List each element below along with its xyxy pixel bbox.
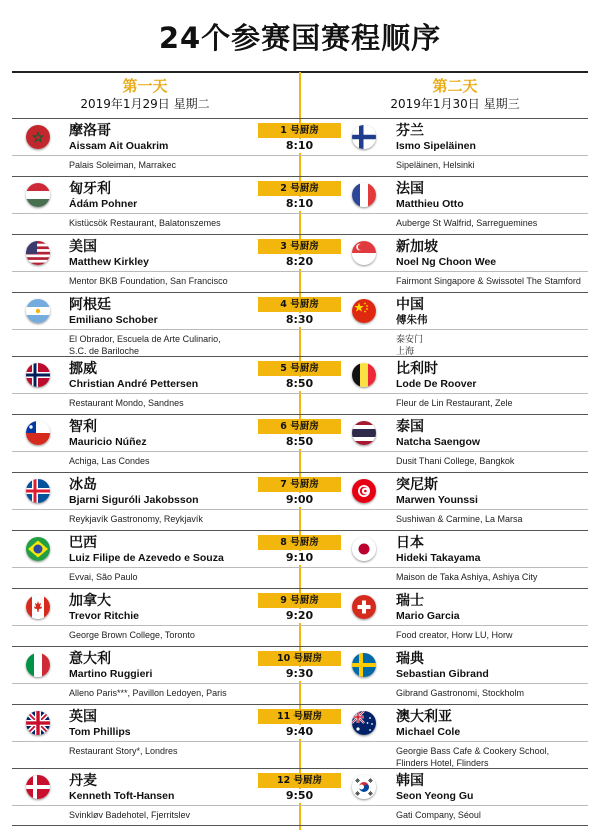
venue-line: El Obrador, Escuela de Arte Culinario, — [69, 334, 221, 344]
left-chef-name: Mauricio Núñez — [69, 436, 147, 448]
kitchen-badge: 12 号厨房 — [258, 773, 341, 788]
table-row — [12, 234, 588, 292]
canada-flag-icon — [26, 595, 50, 619]
kitchen-badge: 4 号厨房 — [258, 297, 341, 312]
belgium-flag-icon — [352, 363, 376, 387]
start-time: 9:40 — [258, 725, 341, 739]
right-country: 瑞士 — [396, 593, 424, 609]
right-chef-name: Michael Cole — [396, 726, 461, 738]
italy-flag-icon — [26, 653, 50, 677]
kitchen-badge: 9 号厨房 — [258, 593, 341, 608]
right-country: 芬兰 — [396, 123, 424, 139]
tunisia-flag-icon — [352, 479, 376, 503]
venue-line: S.C. de Bariloche — [69, 346, 140, 356]
start-time: 9:20 — [258, 609, 341, 623]
korea-flag-icon — [352, 775, 376, 799]
norway-flag-icon — [26, 363, 50, 387]
kitchen-badge: 10 号厨房 — [258, 651, 341, 666]
left-country: 匈牙利 — [69, 181, 111, 197]
table-row — [12, 472, 588, 530]
start-time: 8:10 — [258, 139, 341, 153]
right-chef-name: Sebastian Gibrand — [396, 668, 489, 680]
right-chef-name: Ismo Sipeläinen — [396, 140, 476, 152]
start-time: 8:30 — [258, 313, 341, 327]
day1-label: 第一天 — [122, 77, 168, 95]
kitchen-badge: 6 号厨房 — [258, 419, 341, 434]
switzerland-flag-icon — [352, 595, 376, 619]
start-time: 8:10 — [258, 197, 341, 211]
right-country: 法国 — [396, 181, 424, 197]
table-row — [12, 646, 588, 704]
left-chef-name: Bjarni Siguróli Jakobsson — [69, 494, 199, 506]
right-chef-name: Matthieu Otto — [396, 198, 464, 210]
day2-label: 第二天 — [432, 77, 478, 95]
right-venue: Gibrand Gastronomi, Stockholm — [396, 688, 525, 698]
left-venue: Alleno Paris***, Pavillon Ledoyen, Paris — [69, 688, 227, 698]
left-country: 意大利 — [69, 651, 111, 667]
table-row — [12, 530, 588, 588]
right-chef-name: Seon Yeong Gu — [396, 790, 474, 802]
argentina-flag-icon — [26, 299, 50, 323]
table-row — [12, 292, 588, 356]
hungary-flag-icon — [26, 183, 50, 207]
china-flag-icon — [352, 299, 376, 323]
usa-flag-icon — [26, 241, 50, 265]
right-venue: Fleur de Lin Restaurant, Zele — [396, 398, 513, 408]
kitchen-badge: 1 号厨房 — [258, 123, 341, 138]
venue-line: Flinders Hotel, Flinders — [396, 758, 489, 768]
right-venue: Gati Company, Séoul — [396, 810, 481, 820]
right-venue — [396, 333, 600, 357]
left-country: 丹麦 — [69, 773, 97, 789]
right-venue: Sipeläinen, Helsinki — [396, 160, 475, 170]
venue-line: 泰安门 — [396, 334, 424, 344]
right-venue: Maison de Taka Ashiya, Ashiya City — [396, 572, 538, 582]
left-country: 冰岛 — [69, 477, 97, 493]
table-row — [12, 704, 588, 768]
start-time: 9:00 — [258, 493, 341, 507]
right-country: 韩国 — [396, 773, 424, 789]
day2-date: 2019年1月30日 星期三 — [390, 97, 520, 111]
right-country: 中国 — [396, 297, 424, 313]
right-chef-name: Hideki Takayama — [396, 552, 481, 564]
left-chef-name: Aissam Ait Ouakrim — [69, 140, 169, 152]
uk-flag-icon — [26, 711, 50, 735]
finland-flag-icon — [352, 125, 376, 149]
kitchen-badge: 11 号厨房 — [258, 709, 341, 724]
start-time: 9:30 — [258, 667, 341, 681]
left-venue: Achiga, Las Condes — [69, 456, 150, 466]
left-chef-name: Trevor Ritchie — [69, 610, 140, 622]
left-country: 挪威 — [69, 361, 97, 377]
left-chef-name: Christian André Pettersen — [69, 378, 199, 390]
start-time: 8:20 — [258, 255, 341, 269]
left-venue: George Brown College, Toronto — [69, 630, 195, 640]
page-title: 24个参赛国赛程顺序 — [158, 21, 442, 55]
right-country: 泰国 — [396, 419, 424, 435]
start-time: 8:50 — [258, 435, 341, 449]
left-country: 加拿大 — [69, 593, 111, 609]
left-venue — [69, 333, 294, 357]
start-time: 9:10 — [258, 551, 341, 565]
table-row — [12, 176, 588, 234]
left-country: 摩洛哥 — [69, 123, 111, 139]
left-venue: Restaurant Mondo, Sandnes — [69, 398, 184, 408]
right-chef-name: Noel Ng Choon Wee — [396, 256, 497, 268]
left-venue: Mentor BKB Foundation, San Francisco — [69, 276, 228, 286]
right-country: 瑞典 — [396, 651, 424, 667]
right-venue: Dusit Thani College, Bangkok — [396, 456, 515, 466]
left-country: 巴西 — [69, 535, 97, 551]
left-venue: Restaurant Story*, Londres — [69, 746, 178, 756]
right-venue — [396, 745, 600, 769]
kitchen-badge: 5 号厨房 — [258, 361, 341, 376]
right-venue: Auberge St Walfrid, Sarreguemines — [396, 218, 538, 228]
right-chef-name: Lode De Roover — [396, 378, 477, 390]
left-country: 英国 — [69, 709, 97, 725]
day1-header — [20, 76, 270, 112]
left-chef-name: Luiz Filipe de Azevedo e Souza — [69, 552, 224, 564]
venue-line: Georgie Bass Cafe & Cookery School, — [396, 746, 550, 756]
right-country: 澳大利亚 — [396, 709, 452, 725]
right-chef-name: Marwen Younssi — [396, 494, 478, 506]
right-chef-name: 傅朱伟 — [396, 314, 428, 326]
table-row — [12, 118, 588, 176]
right-venue: Fairmont Singapore & Swissotel The Stamford — [396, 276, 581, 286]
left-venue: Evvai, São Paulo — [69, 572, 138, 582]
singapore-flag-icon — [352, 241, 376, 265]
left-chef-name: Kenneth Toft-Hansen — [69, 790, 175, 802]
schedule-table — [12, 118, 588, 826]
left-country: 智利 — [69, 419, 97, 435]
left-venue: Kistücsök Restaurant, Balatonszemes — [69, 218, 221, 228]
venue-line: 上海 — [396, 346, 415, 356]
table-row — [12, 588, 588, 646]
right-country: 比利时 — [396, 361, 438, 377]
kitchen-badge: 8 号厨房 — [258, 535, 341, 550]
right-chef-name: Mario Garcia — [396, 610, 460, 622]
sweden-flag-icon — [352, 653, 376, 677]
left-venue: Reykjavík Gastronomy, Reykjavík — [69, 514, 203, 524]
right-venue: Sushiwan & Carmine, La Marsa — [396, 514, 523, 524]
kitchen-badge: 3 号厨房 — [258, 239, 341, 254]
left-chef-name: Ádám Pohner — [69, 198, 138, 210]
right-venue: Food creator, Horw LU, Horw — [396, 630, 513, 640]
left-venue: Palais Soleiman, Marrakec — [69, 160, 177, 170]
start-time: 9:50 — [258, 789, 341, 803]
chile-flag-icon — [26, 421, 50, 445]
left-chef-name: Martino Ruggieri — [69, 668, 153, 680]
left-chef-name: Tom Phillips — [69, 726, 131, 738]
left-venue: Svinkløv Badehotel, Fjerritslev — [69, 810, 191, 820]
kitchen-badge: 2 号厨房 — [258, 181, 341, 196]
left-chef-name: Matthew Kirkley — [69, 256, 149, 268]
kitchen-badge: 7 号厨房 — [258, 477, 341, 492]
right-country: 突尼斯 — [396, 477, 438, 493]
day1-date: 2019年1月29日 星期二 — [80, 97, 210, 111]
right-country: 新加坡 — [396, 239, 438, 255]
france-flag-icon — [352, 183, 376, 207]
left-country: 阿根廷 — [69, 297, 111, 313]
denmark-flag-icon — [26, 775, 50, 799]
day2-header — [330, 76, 580, 112]
australia-flag-icon — [352, 711, 376, 735]
japan-flag-icon — [352, 537, 376, 561]
table-row — [12, 414, 588, 472]
iceland-flag-icon — [26, 479, 50, 503]
start-time: 8:50 — [258, 377, 341, 391]
thailand-flag-icon — [352, 421, 376, 445]
table-row — [12, 356, 588, 414]
right-country: 日本 — [396, 535, 424, 551]
right-chef-name: Natcha Saengow — [396, 436, 481, 448]
table-row — [12, 768, 588, 826]
morocco-flag-icon — [26, 125, 50, 149]
brazil-flag-icon — [26, 537, 50, 561]
left-chef-name: Emiliano Schober — [69, 314, 158, 326]
left-country: 美国 — [69, 239, 97, 255]
